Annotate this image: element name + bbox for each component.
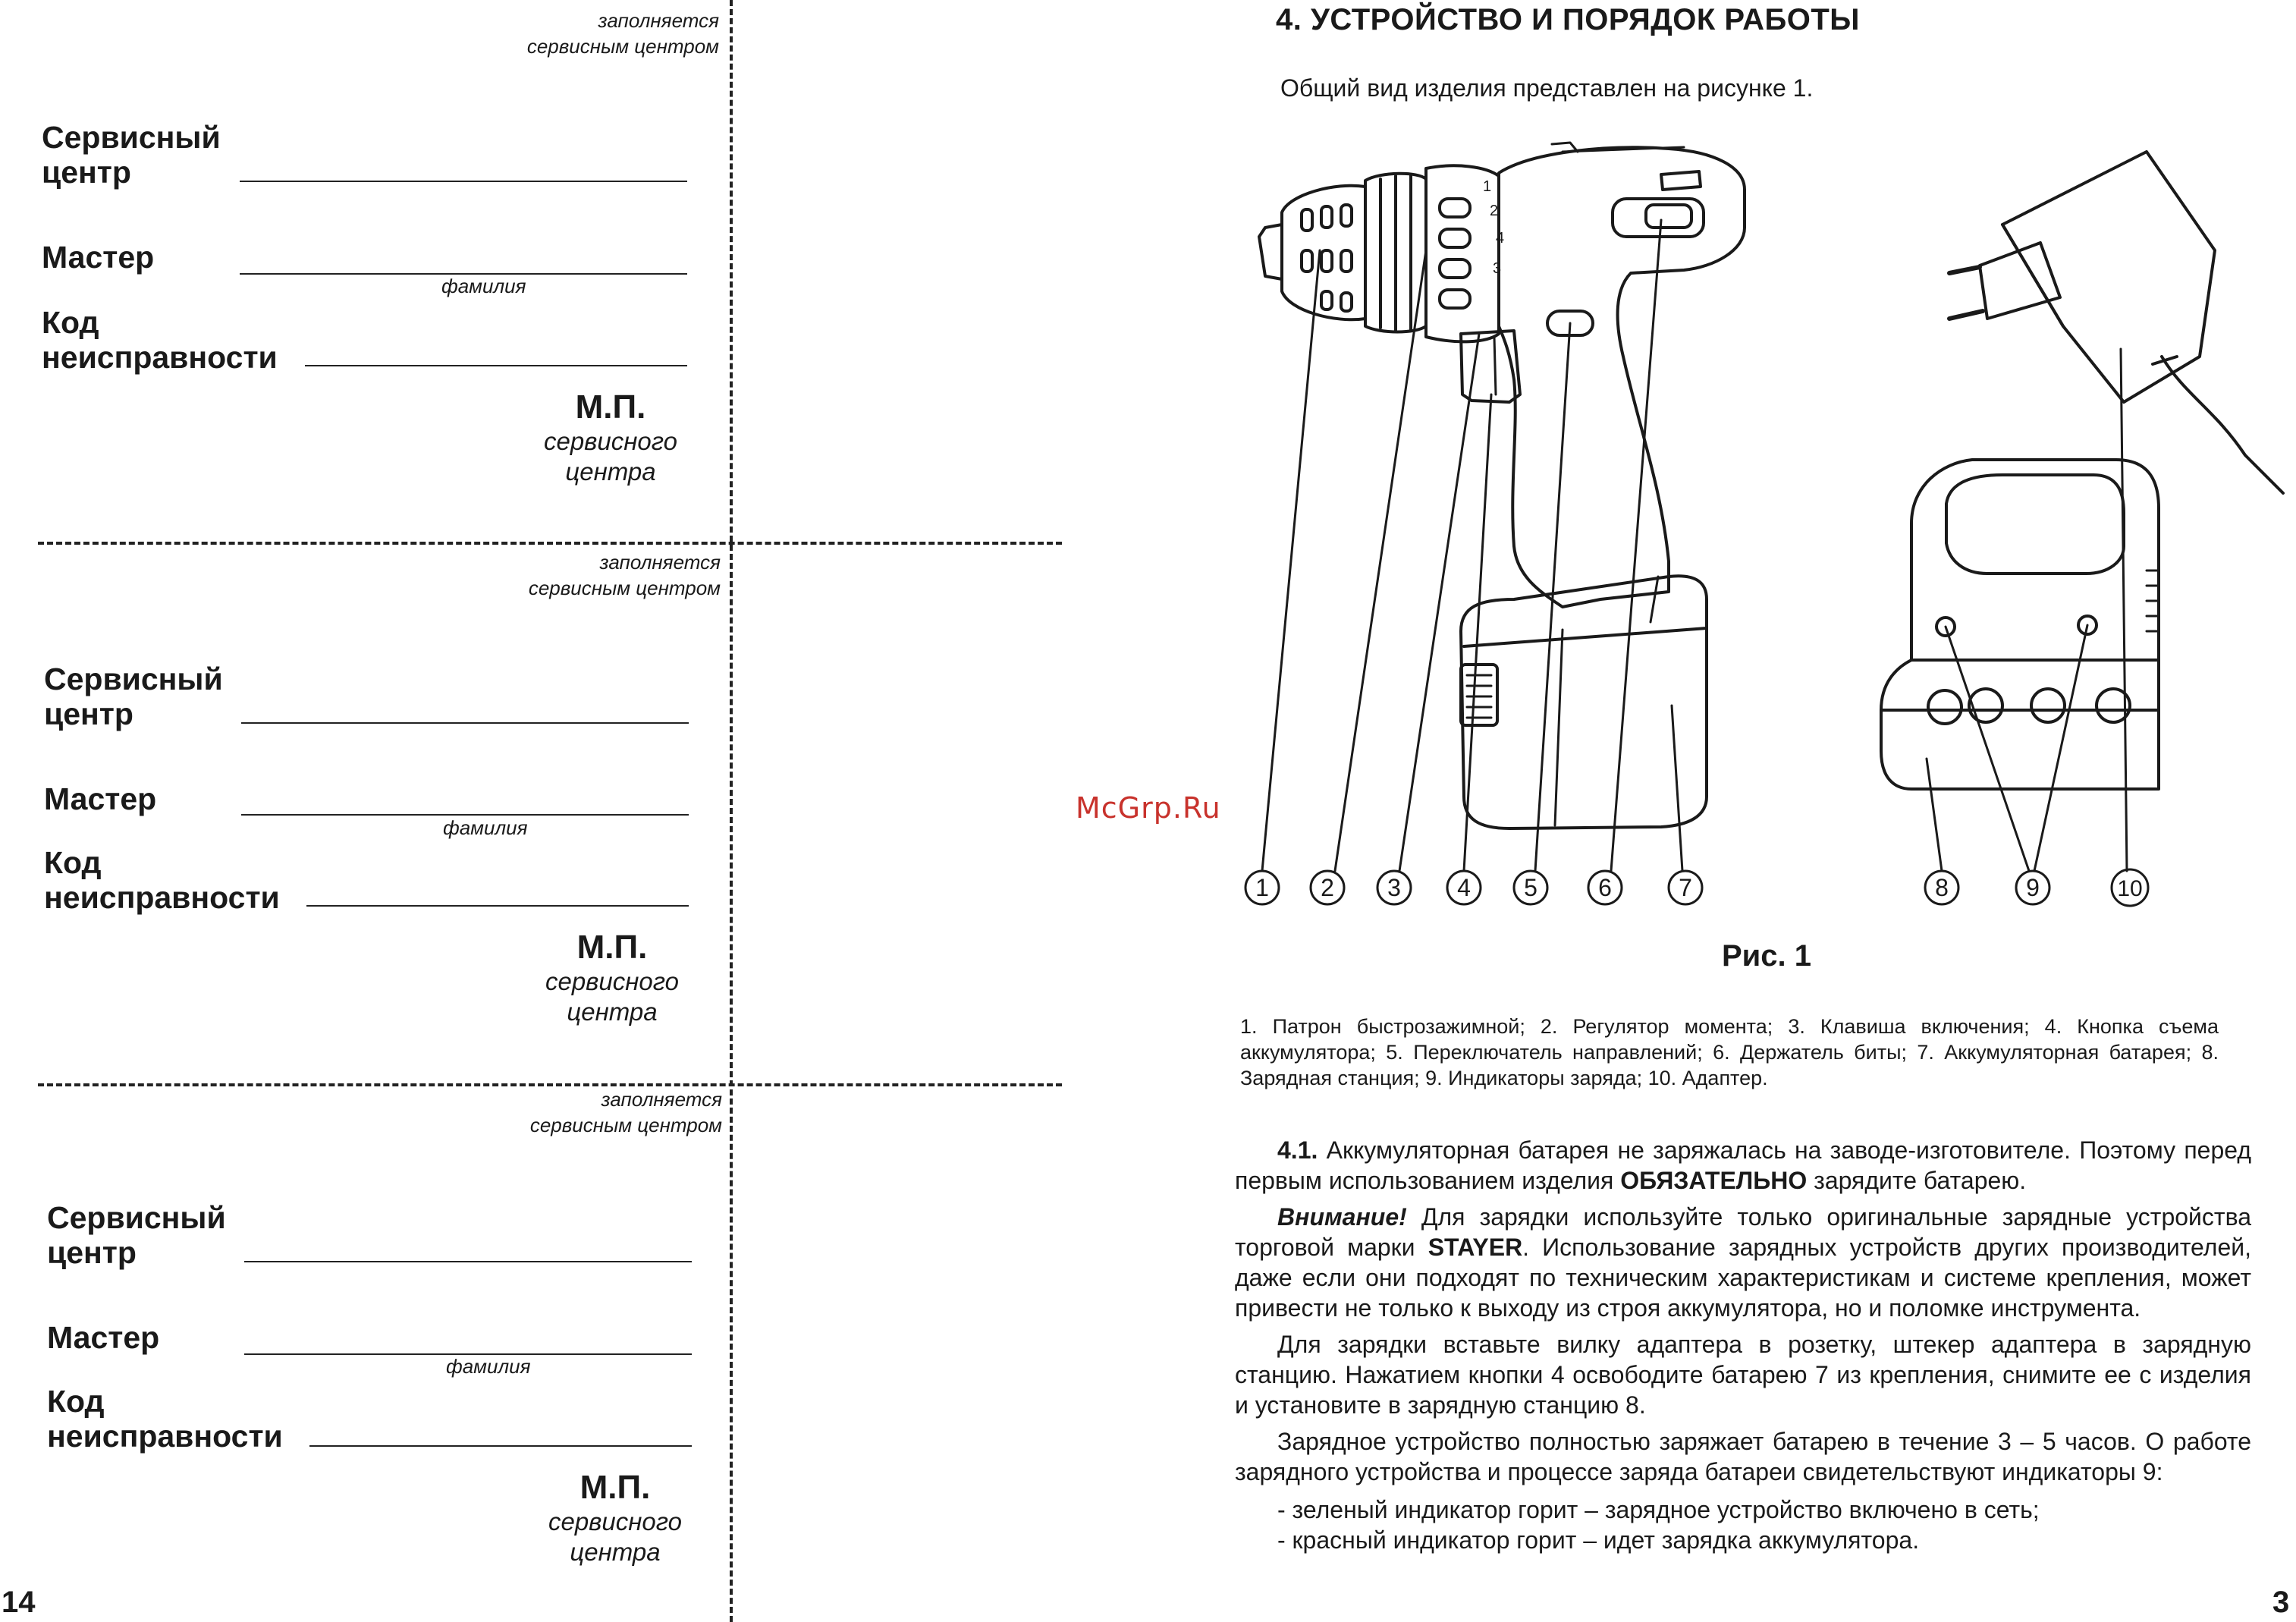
dial-mark-3: 3 bbox=[1493, 260, 1502, 277]
chuck-drawing bbox=[1259, 186, 1365, 320]
callout-10: 10 bbox=[2117, 876, 2143, 901]
service-center-field[interactable] bbox=[241, 722, 689, 724]
callout-leader-lines bbox=[1262, 220, 2127, 871]
stamp-sub-2: центра bbox=[570, 1538, 661, 1566]
note-line-1: заполняется bbox=[599, 551, 721, 574]
warning-text-a: Для зарядки используйте только оригинальные зарядные устройства торговой марки bbox=[1235, 1203, 2251, 1261]
figure-caption: Рис. 1 bbox=[1722, 939, 1811, 973]
fault-code-label-line2: неисправности bbox=[47, 1419, 283, 1454]
surname-hint: фамилия bbox=[443, 816, 528, 839]
paragraph-charging-time: Зарядное устройство полностью заряжает батарею в течение 3 – 5 часов. О работе зарядного устройства и процессе заряда батареи свидетельствуют индикаторы 9: bbox=[1235, 1428, 2251, 1485]
stamp-sub-2: центра bbox=[565, 457, 656, 486]
note-line-1: заполняется bbox=[598, 9, 719, 32]
stamp-block bbox=[523, 388, 698, 487]
callout-6: 6 bbox=[1598, 874, 1612, 901]
fault-code-label-line1: Код bbox=[44, 845, 102, 880]
service-center-label bbox=[44, 662, 223, 731]
dial-mark-1: 1 bbox=[1483, 178, 1492, 195]
master-label: Мастер bbox=[42, 240, 155, 275]
stamp-sub-1: сервисного bbox=[548, 1507, 683, 1536]
fault-code-field[interactable] bbox=[309, 1445, 692, 1447]
callout-1: 1 bbox=[1255, 874, 1269, 901]
dial-mark-2: 2 bbox=[1490, 203, 1499, 219]
paragraph-4-1-emphasis: ОБЯЗАТЕЛЬНО bbox=[1620, 1167, 1808, 1194]
intro-text: Общий вид изделия представлен на рисунке 1. bbox=[1280, 74, 1814, 102]
fault-code-field[interactable] bbox=[305, 365, 687, 366]
note-line-2: сервисным центром bbox=[529, 1114, 722, 1136]
service-center-label-line1: Сервисный bbox=[44, 662, 223, 696]
master-label: Мастер bbox=[44, 781, 157, 816]
instructions-text bbox=[1235, 1135, 2251, 1555]
watermark: McGrp.Ru bbox=[1076, 791, 1221, 825]
callout-8: 8 bbox=[1935, 874, 1949, 901]
fault-code-field[interactable] bbox=[306, 905, 689, 907]
list-item: - зеленый индикатор горит – зарядное устройство включено в сеть; bbox=[1277, 1496, 2040, 1523]
callout-2: 2 bbox=[1321, 874, 1334, 901]
surname-hint: фамилия bbox=[441, 275, 526, 297]
service-center-label bbox=[47, 1200, 226, 1270]
warning-text-b: . Использование зарядных устройств других производителей, даже если они подходят по техническим характеристикам и системе крепления, может привести не только к выходу из строя аккумулятора, но и поломке инструмента. bbox=[1235, 1234, 2252, 1322]
paragraph-warning bbox=[1235, 1202, 2251, 1323]
callout-numbers bbox=[1245, 869, 2148, 906]
callout-9: 9 bbox=[2026, 874, 2040, 901]
service-center-field[interactable] bbox=[244, 1261, 692, 1262]
power-adapter-illustration bbox=[1949, 152, 2283, 493]
fault-code-label-line2: неисправности bbox=[42, 340, 278, 375]
fault-code-label bbox=[42, 305, 278, 375]
stamp-sub-2: центра bbox=[567, 998, 658, 1026]
brand-name: STAYER bbox=[1428, 1234, 1523, 1261]
charger-station-illustration bbox=[1881, 460, 2159, 789]
horizontal-cut-line-1 bbox=[38, 542, 1062, 545]
fault-code-label-line2: неисправности bbox=[44, 880, 280, 915]
fault-code-label-line1: Код bbox=[42, 305, 99, 340]
paragraph-number: 4.1. bbox=[1277, 1136, 1318, 1164]
callout-4: 4 bbox=[1457, 874, 1471, 901]
service-center-label-line2: центр bbox=[44, 696, 133, 731]
callout-7: 7 bbox=[1679, 874, 1692, 901]
paragraph-4-1 bbox=[1235, 1135, 2251, 1196]
service-center-label-line2: центр bbox=[42, 155, 131, 190]
stamp-block bbox=[528, 1469, 702, 1567]
paragraph-4-1-text-b: зарядите батарею. bbox=[1807, 1167, 2027, 1194]
note-line-2: сервисным центром bbox=[526, 35, 719, 58]
vertical-cut-line bbox=[730, 0, 733, 1622]
drill-illustration bbox=[1259, 143, 1745, 828]
list-item: - красный индикатор горит – идет зарядка аккумулятора. bbox=[1277, 1526, 1920, 1554]
callout-3: 3 bbox=[1387, 874, 1401, 901]
figure-legend: 1. Патрон быстрозажимной; 2. Регулятор момента; 3. Клавиша включения; 4. Кнопка съема аккумулятора; 5. Переключатель направлений; 6. Держатель биты; 7. Аккумуляторная батарея; 8. Зарядная станция; 9. Индикаторы заряда; 10. Адаптер. bbox=[1240, 1015, 2219, 1089]
page-number-left: 14 bbox=[2, 1586, 36, 1619]
callout-5: 5 bbox=[1524, 874, 1537, 901]
fault-code-label bbox=[47, 1384, 283, 1454]
master-label: Мастер bbox=[47, 1320, 160, 1355]
note-line-1: заполняется bbox=[601, 1088, 722, 1111]
fault-code-label bbox=[44, 845, 280, 915]
filled-by-note bbox=[458, 1086, 722, 1138]
service-center-label bbox=[42, 120, 221, 190]
torque-collar-drawing bbox=[1365, 165, 1502, 341]
paragraph-charging-steps: Для зарядки вставьте вилку адаптера в розетку, штекер адаптера в зарядную станцию. Нажатием кнопки 4 освободите батарею 7 из крепления, снимите ее с изделия и установите в зарядную станцию 8. bbox=[1235, 1331, 2251, 1419]
service-center-field[interactable] bbox=[240, 181, 687, 182]
service-center-label-line1: Сервисный bbox=[42, 120, 221, 155]
filled-by-note bbox=[457, 549, 721, 601]
bit-holder-drawing bbox=[1613, 171, 1704, 237]
note-line-2: сервисным центром bbox=[528, 577, 721, 599]
figure-drill-and-charger bbox=[1214, 129, 2291, 918]
paragraph-4-1-text-a: Аккумуляторная батарея не заряжалась на заводе-изготовителе. Поэтому перед первым использованием изделия bbox=[1235, 1136, 2251, 1194]
stamp-label: М.П. bbox=[576, 929, 648, 966]
stamp-block bbox=[525, 929, 699, 1027]
drill-body-outline bbox=[1499, 147, 1745, 607]
filled-by-note bbox=[455, 8, 719, 59]
service-center-label-line1: Сервисный bbox=[47, 1200, 226, 1235]
release-button-drawing bbox=[1461, 665, 1497, 725]
stamp-sub-1: сервисного bbox=[545, 967, 680, 995]
stamp-label: М.П. bbox=[579, 1469, 651, 1506]
master-field[interactable] bbox=[241, 814, 689, 816]
dial-mark-4: 4 bbox=[1496, 230, 1505, 247]
surname-hint: фамилия bbox=[446, 1355, 531, 1378]
warning-label: Внимание! bbox=[1277, 1203, 1407, 1231]
stamp-sub-1: сервисного bbox=[543, 427, 678, 455]
service-center-label-line2: центр bbox=[47, 1235, 137, 1270]
section-title: 4. УСТРОЙСТВО И ПОРЯДОК РАБОТЫ bbox=[1276, 3, 1860, 36]
stamp-label: М.П. bbox=[575, 388, 646, 426]
page-number-right: 3 bbox=[2272, 1586, 2290, 1619]
fault-code-label-line1: Код bbox=[47, 1384, 105, 1419]
